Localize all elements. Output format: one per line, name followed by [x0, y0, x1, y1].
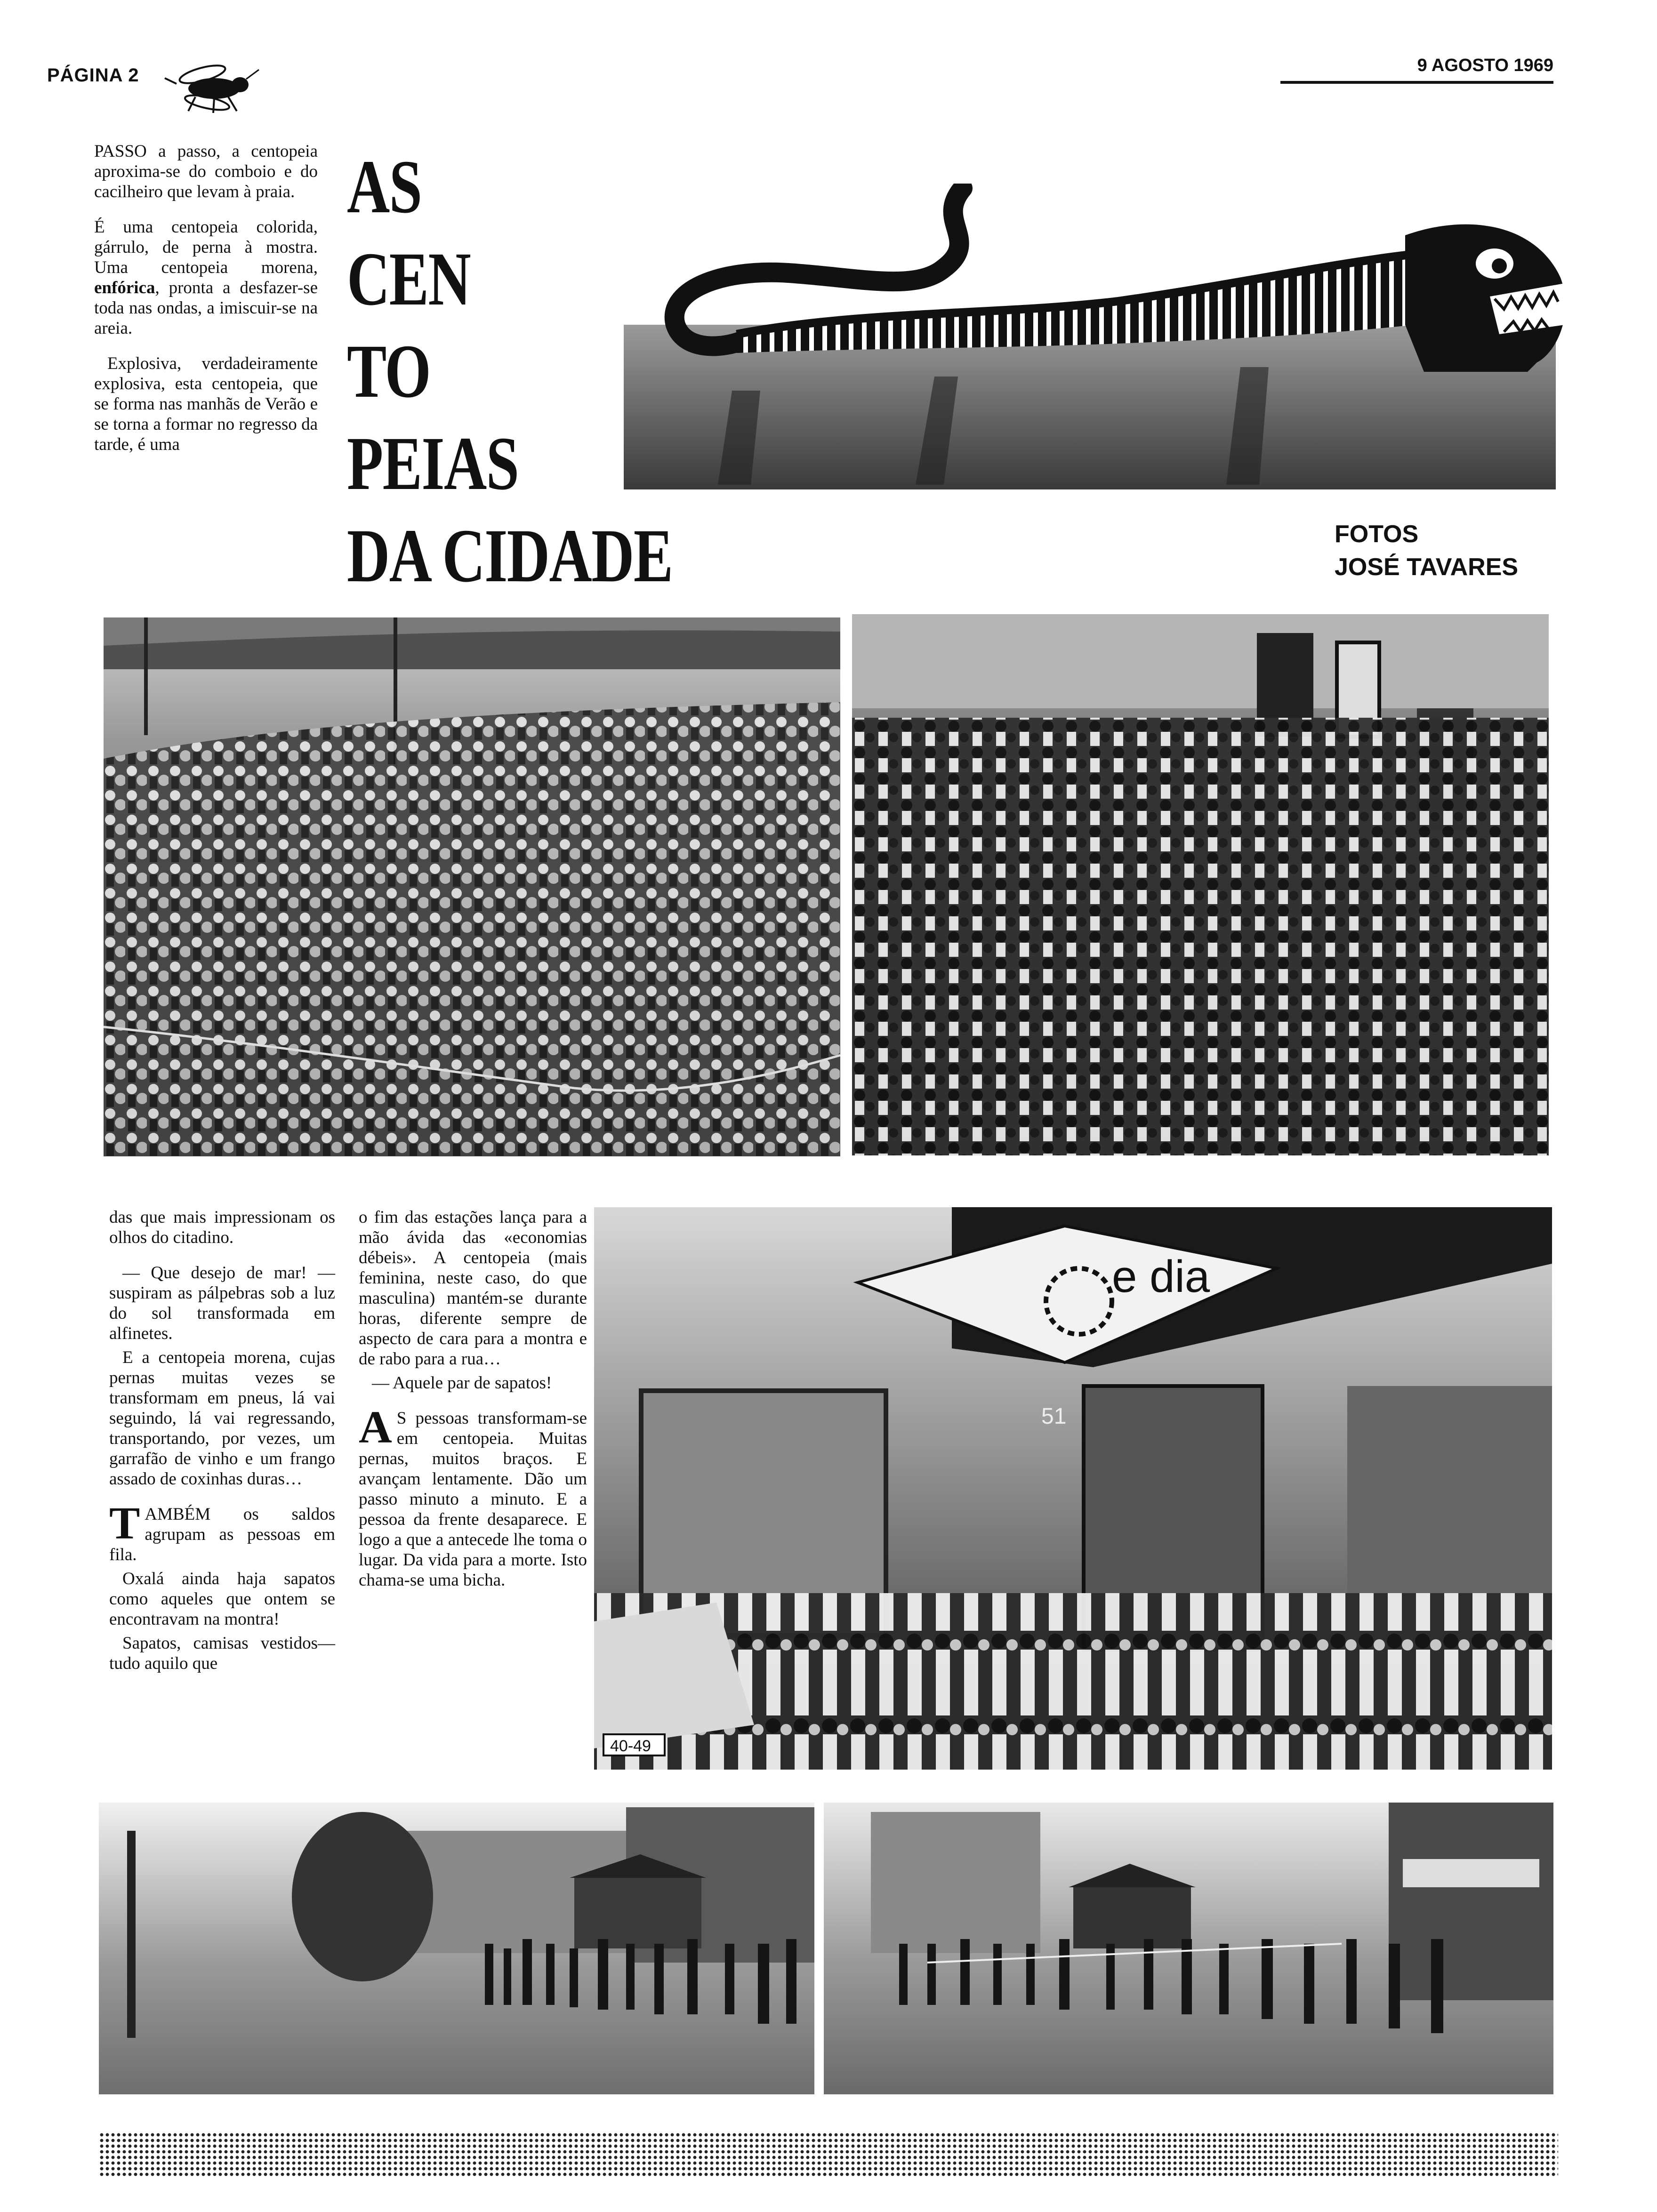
body-paragraph: A S pessoas transformam-se em centopeia. Muitas pernas, muitos braços. E avançam lentamente. Dão um passo minuto a minuto. E a pessoa da frente desaparece. E logo a que a antecede lhe toma o lugar. Da vida para a morte. Isto chama-se uma bicha.	[359, 1402, 587, 1590]
photo-beach-queue	[104, 617, 840, 1156]
body-paragraph: o fim das estações lança para a mão ávida das «economias débeis». A centopeia (mais feminina, neste caso, do que masculina) mantém-se durante horas, diferente sempre de aspecto de cara para a montra e de rabo para a rua…	[359, 1208, 587, 1369]
body-paragraph: — Aquele par de sapatos!	[372, 1373, 552, 1393]
photo-street-queue-left	[99, 1803, 814, 2094]
body-column-left	[109, 1207, 335, 1689]
photographer-name: JOSÉ TAVARES	[1335, 553, 1519, 581]
shop-sign-text: e dia	[1112, 1251, 1210, 1302]
fly-icon	[162, 56, 266, 117]
body-paragraph: Oxalá ainda haja sapatos como aqueles que ontem se encontravam na montra!	[109, 1569, 335, 1629]
car-plate: 40-49	[610, 1737, 651, 1755]
intro-paragraph-3: Explosiva, verdadeiramente explosiva, esta centopeia, que se forma nas manhãs de Verão e se torna a formar no regresso da tarde, é uma	[94, 354, 318, 454]
body-paragraph: das que mais impressionam os olhos do citadino.	[109, 1208, 335, 1247]
centipede-illustration	[577, 184, 1584, 489]
intro-paragraph-1: PASSO a passo, a centopeia aproxima-se do comboio e do cacilheiro que levam à praia.	[94, 142, 318, 201]
photo-shop-sale-queue	[594, 1207, 1552, 1770]
headline-line: DA CIDADE	[347, 514, 673, 598]
body-paragraph: — Que desejo de mar! — suspiram as pálpebras sob a luz do sol transformada em alfinetes.	[109, 1263, 335, 1343]
photo-station-queue	[852, 614, 1549, 1155]
drop-cap: A	[359, 1402, 392, 1453]
photo-credits	[1335, 518, 1518, 584]
body-column-right	[359, 1207, 587, 1605]
halftone-strip	[99, 2132, 1558, 2177]
drop-cap: T	[109, 1498, 140, 1549]
issue-date: 9 AGOSTO 1969	[1417, 56, 1553, 75]
intro-column	[94, 141, 318, 470]
shop-number: 51	[1041, 1404, 1067, 1429]
credits-label: FOTOS	[1335, 521, 1419, 548]
body-paragraph: E a centopeia morena, cujas pernas muitas vezes se transformam em pneus, lá vai seguindo, lá vai regressando, transportando, por vezes, um garrafão de vinho e um frango assado de coxinhas duras…	[109, 1348, 335, 1489]
headline-line: CEN	[347, 237, 471, 321]
page-label: PÁGINA 2	[47, 65, 139, 86]
intro-paragraph-2: É uma centopeia colorida, gárrulo, de perna à mostra. Uma centopeia morena, enfórica, pronta a desfazer-se toda nas ondas, a imiscuir-se na areia.	[94, 217, 318, 338]
photo-street-queue-right	[824, 1803, 1553, 2094]
body-paragraph: Sapatos, camisas vestidos—tudo aquilo que	[109, 1634, 335, 1673]
headline-line: AS	[347, 145, 422, 229]
headline-line: TO	[347, 329, 431, 414]
headline-line: PEIAS	[347, 422, 519, 506]
body-paragraph: TAMBÉM os saldos agrupam as pessoas em fila.	[109, 1498, 335, 1564]
header-rule	[1280, 81, 1553, 84]
